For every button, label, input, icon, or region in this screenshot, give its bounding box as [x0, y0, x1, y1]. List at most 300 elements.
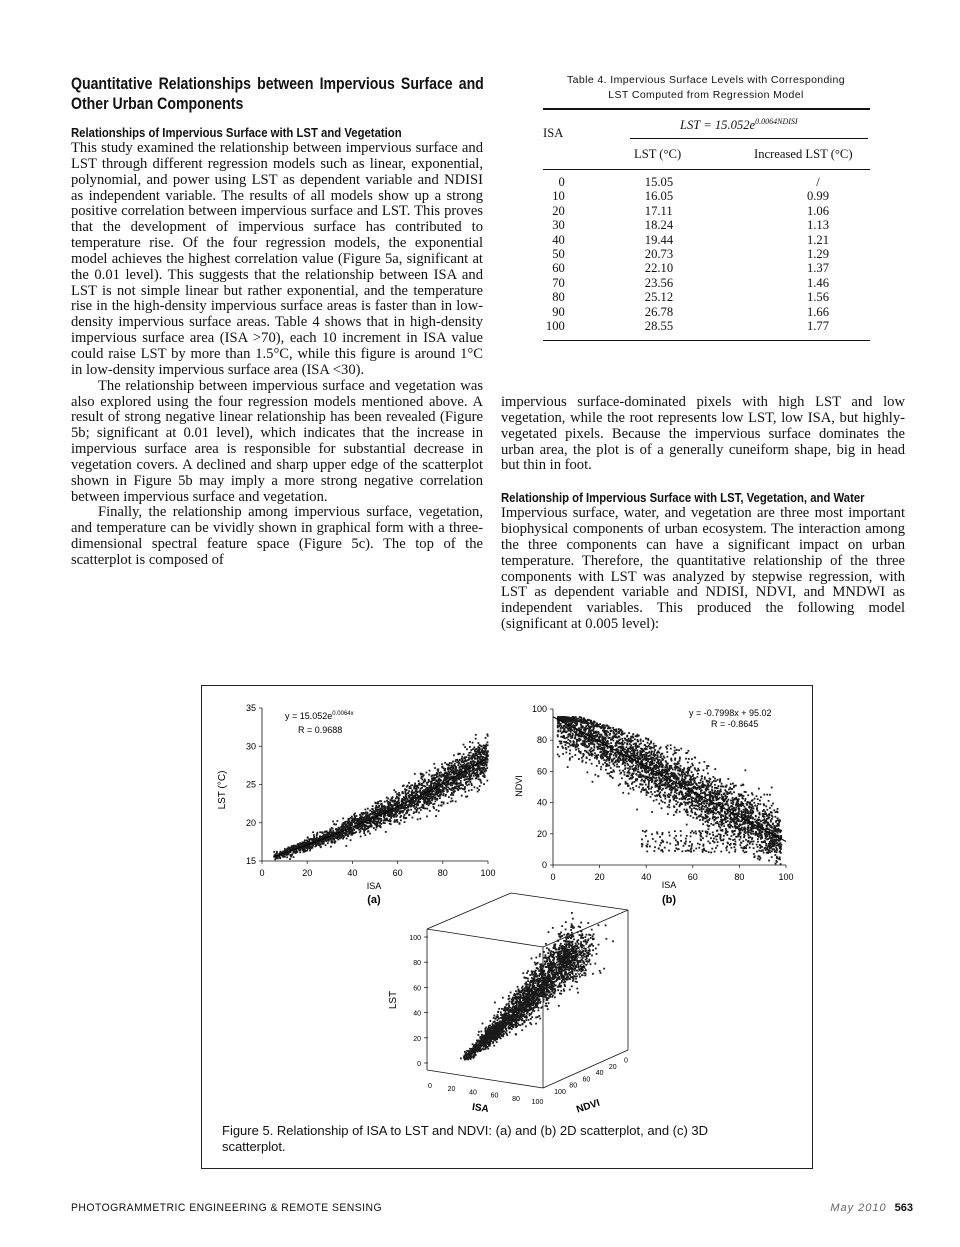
data-point — [754, 805, 756, 807]
data-point — [347, 835, 349, 837]
data-point — [441, 774, 443, 776]
isa-cell: 80 — [552, 290, 565, 305]
data-point — [641, 770, 643, 772]
data-point — [560, 740, 562, 742]
data-point — [383, 822, 385, 824]
data-point — [308, 845, 310, 847]
data-point — [455, 769, 457, 771]
data-point — [761, 846, 763, 848]
data-point — [705, 830, 707, 832]
data-point — [425, 795, 427, 797]
isa-cell: 90 — [552, 304, 565, 319]
data-point — [365, 825, 367, 827]
data-point — [557, 754, 559, 756]
data-point — [599, 723, 601, 725]
data-point — [591, 755, 593, 757]
data-point — [440, 779, 442, 781]
data-point — [419, 783, 421, 785]
data-point — [410, 809, 412, 811]
data-point — [476, 753, 478, 755]
data-point — [472, 770, 474, 772]
data-point — [602, 736, 604, 738]
data-point — [766, 809, 768, 811]
data-point — [704, 794, 706, 796]
data-point — [478, 748, 480, 750]
data-point — [596, 765, 598, 767]
data-point — [338, 834, 340, 836]
data-point — [668, 793, 670, 795]
data-point — [409, 787, 411, 789]
data-point — [763, 818, 765, 820]
data-point — [653, 745, 655, 747]
data-point — [276, 851, 278, 853]
data-point — [723, 835, 725, 837]
data-point — [342, 818, 344, 820]
data-point — [699, 819, 701, 821]
data-point — [426, 784, 428, 786]
data-point — [628, 741, 630, 743]
data-point — [582, 743, 584, 745]
data-point — [616, 740, 618, 742]
data-point — [372, 805, 374, 807]
data-point — [728, 789, 730, 791]
data-point — [566, 727, 568, 729]
data-point — [714, 784, 716, 786]
data-point — [331, 827, 333, 829]
data-point — [416, 803, 418, 805]
data-point — [677, 787, 679, 789]
chart-b — [514, 704, 794, 906]
data-point — [485, 737, 487, 739]
data-point — [663, 755, 665, 757]
data-point — [462, 788, 464, 790]
data-point — [386, 819, 388, 821]
data-point — [408, 795, 410, 797]
data-point — [486, 764, 488, 766]
data-point — [393, 789, 395, 791]
data-point — [296, 844, 298, 846]
data-point — [415, 811, 417, 813]
data-point — [471, 764, 473, 766]
data-point — [473, 768, 475, 770]
data-point — [441, 801, 443, 803]
data-point — [622, 792, 624, 794]
data-point — [380, 810, 382, 812]
x-axis-label: ISA — [661, 880, 677, 890]
data-point — [463, 744, 465, 746]
data-point — [695, 808, 697, 810]
data-point — [475, 734, 477, 736]
data-point — [480, 768, 482, 770]
data-point — [743, 822, 745, 824]
y-axis-label: LST (°C) — [217, 770, 228, 810]
data-point — [624, 762, 626, 764]
data-point — [397, 821, 399, 823]
data-point — [624, 765, 626, 767]
x-tick-label: 60 — [687, 872, 698, 882]
data-point — [642, 740, 644, 742]
data-point — [748, 837, 750, 839]
data-point — [630, 788, 632, 790]
data-point — [399, 823, 401, 825]
data-point — [735, 807, 737, 809]
data-point — [629, 766, 631, 768]
data-point — [336, 820, 338, 822]
data-point — [335, 841, 337, 843]
data-point — [607, 731, 609, 733]
data-point — [605, 769, 607, 771]
data-point — [343, 836, 345, 838]
data-point — [368, 817, 370, 819]
data-point — [398, 807, 400, 809]
data-point — [662, 764, 664, 766]
data-point — [486, 758, 488, 760]
data-point — [324, 831, 326, 833]
data-point — [366, 815, 368, 817]
data-point — [386, 797, 388, 799]
data-point — [435, 774, 437, 776]
lst-cell: 17.11 — [644, 203, 673, 218]
data-point — [452, 787, 454, 789]
data-point — [730, 802, 732, 804]
data-point — [716, 845, 718, 847]
data-point — [468, 770, 470, 772]
data-point — [373, 827, 375, 829]
data-point — [439, 794, 441, 796]
data-point — [299, 849, 301, 851]
data-point — [458, 753, 460, 755]
data-point — [469, 741, 471, 743]
data-point — [619, 770, 621, 772]
data-point — [608, 759, 610, 761]
data-point — [567, 766, 569, 768]
data-point — [594, 774, 596, 776]
data-point — [717, 811, 719, 813]
subsection-title: Relationships of Impervious Surface with LST and Vegetation — [71, 126, 402, 140]
data-point — [633, 789, 635, 791]
data-point — [727, 799, 729, 801]
data-point — [464, 791, 466, 793]
data-point — [375, 805, 377, 807]
subsection-title: Relationship of Impervious Surface with LST, Vegetation, and Water — [501, 491, 865, 506]
data-point — [331, 842, 333, 844]
data-point — [482, 767, 484, 769]
data-point — [589, 759, 591, 761]
isa-cell: 10 — [552, 189, 565, 204]
data-point — [473, 746, 475, 748]
data-point — [307, 841, 309, 843]
data-point — [401, 801, 403, 803]
data-point — [472, 760, 474, 762]
data-point — [744, 769, 746, 771]
table-caption: Table 4. Impervious Surface Levels with Corresponding LST Computed from Regression Model — [567, 74, 845, 101]
data-point — [478, 789, 480, 791]
data-point — [435, 800, 437, 802]
y-tick-label: 20 — [245, 817, 256, 828]
data-point — [430, 782, 432, 784]
data-point — [566, 737, 568, 739]
data-point — [405, 817, 407, 819]
data-point — [447, 790, 449, 792]
data-point — [461, 756, 463, 758]
data-point — [458, 762, 460, 764]
data-point — [715, 813, 717, 815]
data-point — [648, 755, 650, 757]
data-point — [460, 777, 462, 779]
data-point — [741, 794, 743, 796]
data-point — [457, 759, 459, 761]
increase-cell: 1.46 — [806, 275, 830, 290]
data-point — [458, 778, 460, 780]
data-points — [273, 733, 488, 860]
data-point — [461, 784, 463, 786]
data-point — [474, 758, 476, 760]
data-point — [560, 723, 562, 725]
data-point — [747, 816, 749, 818]
data-point — [683, 801, 685, 803]
data-point — [635, 785, 637, 787]
data-point — [757, 810, 759, 812]
data-point — [757, 834, 759, 836]
data-point — [768, 800, 770, 802]
data-point — [699, 803, 701, 805]
data-point — [456, 761, 458, 763]
increase-cell: / — [816, 175, 820, 189]
data-point — [427, 795, 429, 797]
data-point — [466, 772, 468, 774]
data-point — [715, 822, 717, 824]
data-point — [657, 790, 659, 792]
data-point — [716, 817, 718, 819]
paragraph: This study examined the relationship between impervious surface and LST through different regression models such as linear, exponential, polynomial, and power using LST as dependent variable and NDISI as independent variable. The results of all models show up a strong positive correlation between impervious surface and LST. This proves that the development of impervious surface has contributed to temperature rise. Of the four regression models, the exponential model achieves the highest correlation value (Figure 5a, significant at the 0.01 level). This suggests that the relationship between ISA and LST is not simple linear but rather exponential, and the temperature rise in the high-density impervious surface areas is faster than in low-density impervious surface areas. Table 4 shows that in high-density impervious surface area (ISA >70), each 10 increment in ISA value could raise LST by more than 1.5°C, while this figure is around 1°C in low-density impervious surface area (ISA <30). — [71, 140, 483, 378]
data-point — [626, 739, 628, 741]
data-point — [597, 754, 599, 756]
data-point — [392, 801, 394, 803]
data-point — [458, 782, 460, 784]
data-point — [423, 782, 425, 784]
data-point — [399, 794, 401, 796]
data-point — [337, 829, 339, 831]
lst-cell: 23.56 — [644, 275, 674, 290]
data-point — [396, 819, 398, 821]
data-point — [614, 765, 616, 767]
data-point — [394, 803, 396, 805]
data-point — [639, 783, 641, 785]
x-axis-label: ISA — [366, 881, 382, 891]
data-point — [472, 748, 474, 750]
table-row-header: ISA — [543, 126, 564, 140]
y-axis-label: NDVI — [514, 775, 524, 797]
data-point — [723, 823, 725, 825]
data-point — [560, 730, 562, 732]
data-point — [384, 809, 386, 811]
data-point — [661, 753, 663, 755]
data-point — [632, 787, 634, 789]
data-point — [713, 816, 715, 818]
data-point — [463, 767, 465, 769]
data-point — [712, 814, 714, 816]
data-point — [468, 783, 470, 785]
data-point — [293, 851, 295, 853]
y-tick-label: 0 — [541, 860, 547, 870]
data-point — [458, 785, 460, 787]
data-point — [303, 848, 305, 850]
data-point — [634, 781, 636, 783]
data-point — [569, 759, 571, 761]
data-point — [409, 802, 411, 804]
data-point — [359, 831, 361, 833]
y-tick-label: 30 — [245, 741, 256, 752]
data-point — [471, 789, 473, 791]
data-point — [634, 745, 636, 747]
data-point — [690, 815, 692, 817]
data-point — [379, 818, 381, 820]
data-point — [703, 769, 705, 771]
data-point — [354, 817, 356, 819]
data-point — [600, 751, 602, 753]
data-points — [557, 716, 782, 865]
data-point — [664, 796, 666, 798]
data-point — [680, 748, 682, 750]
data-point — [377, 808, 379, 810]
data-point — [591, 747, 593, 749]
data-point — [320, 844, 322, 846]
data-point — [391, 797, 393, 799]
data-point — [467, 776, 469, 778]
data-point — [568, 733, 570, 735]
data-point — [585, 725, 587, 727]
data-point — [646, 754, 648, 756]
data-point — [621, 738, 623, 740]
data-point — [396, 810, 398, 812]
data-point — [612, 777, 614, 779]
data-point — [304, 840, 306, 842]
data-point — [363, 832, 365, 834]
data-point — [694, 812, 696, 814]
data-point — [433, 807, 435, 809]
data-point — [593, 745, 595, 747]
data-point — [731, 793, 733, 795]
data-point — [675, 800, 677, 802]
x-tick-label: 40 — [641, 872, 652, 882]
data-point — [276, 852, 278, 854]
data-point — [342, 833, 344, 835]
data-point — [380, 803, 382, 805]
data-point — [701, 775, 703, 777]
x-tick-label: 20 — [302, 868, 313, 878]
data-point — [637, 769, 639, 771]
data-point — [309, 839, 311, 841]
data-point — [374, 821, 376, 823]
data-point — [749, 836, 751, 838]
data-point — [445, 794, 447, 796]
data-point — [442, 786, 444, 788]
data-point — [368, 830, 370, 832]
data-point — [468, 790, 470, 792]
data-point — [649, 764, 651, 766]
x-tick-label: 0 — [550, 872, 556, 882]
data-point — [345, 824, 347, 826]
data-point — [439, 797, 441, 799]
data-point — [483, 765, 485, 767]
data-point — [413, 805, 415, 807]
lst-cell: 16.05 — [644, 189, 674, 204]
data-point — [391, 811, 393, 813]
data-point — [557, 726, 559, 728]
data-point — [396, 815, 398, 817]
data-point — [707, 773, 709, 775]
x-tick-label: 60 — [392, 868, 403, 878]
data-point — [353, 829, 355, 831]
data-point — [668, 804, 670, 806]
data-point — [430, 786, 432, 788]
data-point — [622, 740, 624, 742]
data-point — [676, 749, 678, 751]
data-point — [275, 857, 277, 859]
data-point — [321, 831, 323, 833]
data-point — [598, 760, 600, 762]
data-point — [437, 768, 439, 770]
data-point — [456, 777, 458, 779]
data-point — [769, 794, 771, 796]
table-equation: LST = $15.052e^{0.0064NDISI}$ — [680, 117, 798, 133]
data-point — [453, 772, 455, 774]
data-point — [375, 829, 377, 831]
data-point — [476, 774, 478, 776]
data-point — [648, 788, 650, 790]
data-point — [294, 846, 296, 848]
data-point — [637, 766, 639, 768]
data-point — [769, 835, 771, 837]
data-point — [477, 758, 479, 760]
data-point — [346, 838, 348, 840]
data-point — [377, 801, 379, 803]
data-point — [592, 781, 594, 783]
data-point — [568, 743, 570, 745]
data-point — [383, 817, 385, 819]
data-point — [608, 725, 610, 727]
data-point — [722, 796, 724, 798]
data-point — [594, 752, 596, 754]
data-point — [738, 819, 740, 821]
data-point — [306, 850, 308, 852]
data-point — [440, 804, 442, 806]
data-point — [344, 828, 346, 830]
data-point — [765, 805, 767, 807]
data-point — [431, 774, 433, 776]
data-point — [690, 777, 692, 779]
data-point — [582, 755, 584, 757]
data-point — [475, 738, 477, 740]
data-point — [683, 809, 685, 811]
data-point — [487, 754, 489, 756]
data-point — [483, 762, 485, 764]
data-point — [625, 781, 627, 783]
data-point — [414, 803, 416, 805]
data-point — [758, 788, 760, 790]
data-point — [422, 779, 424, 781]
data-point — [748, 835, 750, 837]
data-point — [301, 843, 303, 845]
y-tick-label: 25 — [245, 779, 256, 790]
data-point — [734, 825, 736, 827]
data-point — [414, 784, 416, 786]
data-point — [628, 738, 630, 740]
data-point — [769, 807, 771, 809]
data-point — [456, 785, 458, 787]
data-point — [337, 836, 339, 838]
data-point — [706, 819, 708, 821]
